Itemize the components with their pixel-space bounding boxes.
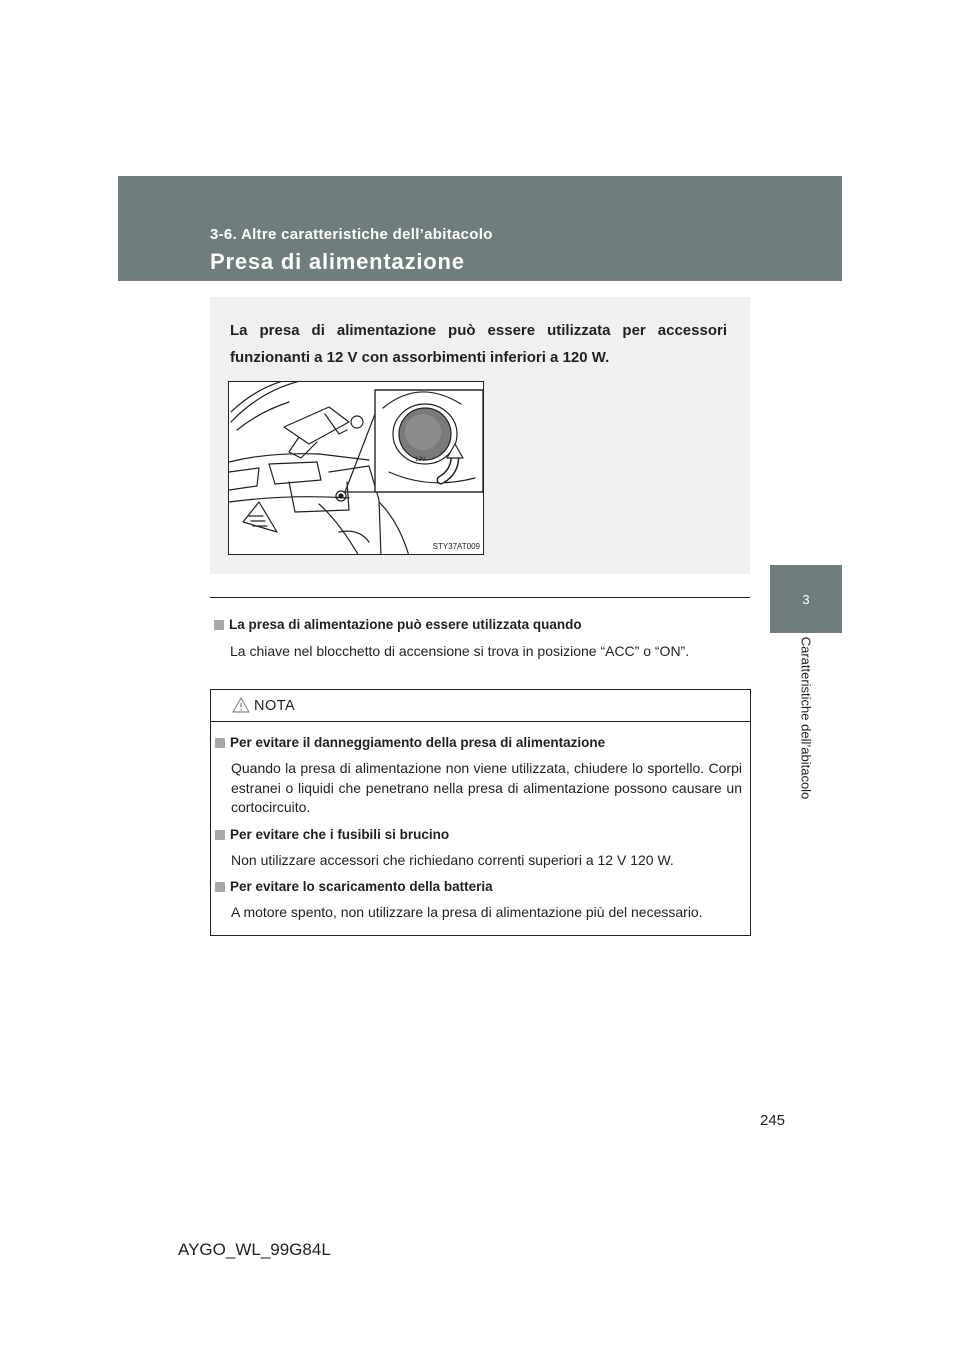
notice-item xyxy=(215,826,742,871)
square-bullet-icon xyxy=(215,738,225,748)
notice-item xyxy=(215,878,742,923)
figure-code: STY37AT009 xyxy=(432,542,480,551)
page-title: Presa di alimentazione xyxy=(210,249,465,274)
notice-item xyxy=(215,734,742,818)
notice-item-heading: Per evitare il danneggiamento della presa di alimentazione xyxy=(215,734,742,752)
square-bullet-icon xyxy=(215,830,225,840)
chapter-number: 3 xyxy=(802,592,810,607)
socket-label: 12V xyxy=(415,457,426,463)
square-bullet-icon xyxy=(214,620,224,630)
usage-text: La chiave nel blocchetto di accensione si trova in posizione “ACC” o “ON”. xyxy=(230,643,690,659)
square-bullet-icon xyxy=(215,882,225,892)
section-divider xyxy=(210,597,750,598)
notice-item-text: Non utilizzare accessori che richiedano correnti superiori a 12 V 120 W. xyxy=(231,851,674,868)
notice-item-text: Quando la presa di alimentazione non viene utilizzata, chiudere lo sportello. Corpi estranei o liquidi che penetrano nella presa di alimentazione possono causare un cortocircuito. xyxy=(231,760,742,815)
notice-item-heading: Per evitare lo scaricamento della batteria xyxy=(215,878,742,896)
usage-section xyxy=(214,616,750,661)
notice-item-heading: Per evitare che i fusibili si brucino xyxy=(215,826,742,844)
intro-box xyxy=(210,297,750,574)
warning-triangle-icon xyxy=(232,697,250,713)
section-label: 3-6. Altre caratteristiche dell’abitacolo xyxy=(210,226,493,243)
usage-heading: La presa di alimentazione può essere utilizzata quando xyxy=(214,616,750,634)
notice-box xyxy=(210,689,751,936)
notice-header xyxy=(211,690,750,722)
chapter-tab xyxy=(770,565,842,633)
page-number: 245 xyxy=(760,1112,786,1129)
document-code: AYGO_WL_99G84L xyxy=(178,1240,331,1259)
notice-title: NOTA xyxy=(254,698,296,714)
chapter-label: Caratteristiche dell’abitacolo xyxy=(798,636,814,800)
power-outlet-illustration xyxy=(228,381,484,555)
intro-text: La presa di alimentazione può essere utilizzata per accessori funzionanti a 12 V con assorbimenti inferiori a 120 W. xyxy=(230,322,727,366)
notice-item-text: A motore spento, non utilizzare la presa di alimentazione più del necessario. xyxy=(231,904,703,920)
